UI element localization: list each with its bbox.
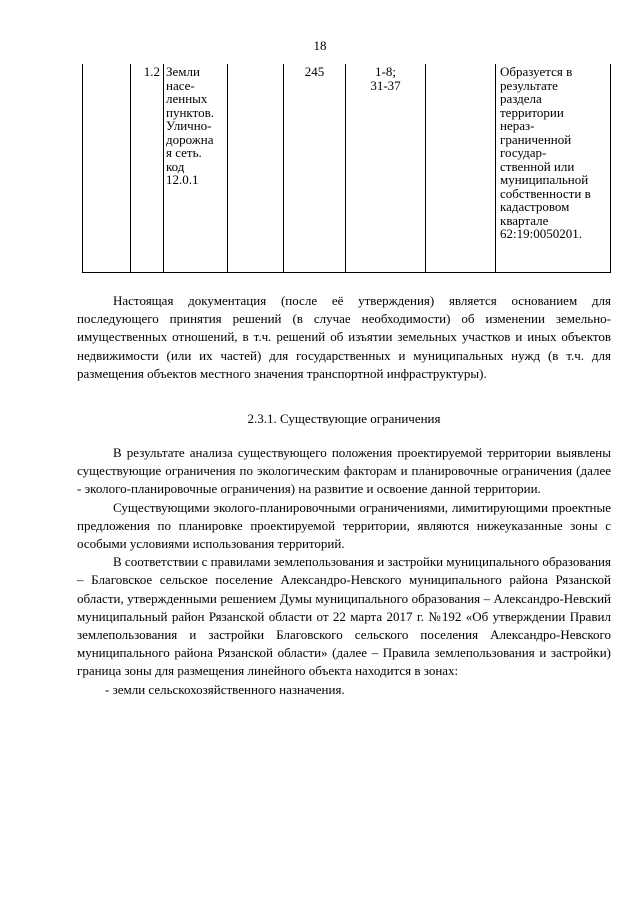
table-cell-empty — [426, 64, 496, 273]
table-cell-area: 245 — [284, 64, 346, 273]
table-cell-number: 1.2 — [131, 64, 164, 273]
table-row — [83, 64, 611, 273]
analysis-paragraph: В результате анализа существующего положения проектируемой территории выявлены существующие ограничения по экологическим факторам и планировочные ограничения (далее - эколого-планировочные ограничения) на развитие и освоение данной территории. — [77, 445, 611, 497]
restrictions-paragraph: Существующими эколого-планировочными ограничениями, лимитирующими проектные предложения по планировке проектируемой территории, являются нижеуказанные зоны с особыми условиями использования территорий. — [77, 499, 611, 552]
table-cell-empty — [83, 64, 131, 273]
table-cell-description: Образуется в результате раздела территории нераз- граниченной государ- ственной или муниципальной собственности в кадастровом квартале 62:19:0050201. — [496, 64, 611, 273]
section-heading: 2.3.1. Существующие ограничения — [247, 411, 441, 426]
page-number: 18 — [313, 38, 327, 53]
documentation-paragraph: Настоящая документация (после её утверждения) является основанием для последующего принятия решений (в случае необходимости) об изменении земельно-имущественных отношений, в т.ч. решений об изъятии земельных участков и иных объектов недвижимости (или их частей) для государственных и муниципальных нужд (в т.ч. для размещения объектов местного значения транспортной инфраструктуры). — [77, 293, 611, 381]
table-cell-empty — [228, 64, 284, 273]
table-cell-rows: 1-8; 31-37 — [346, 64, 426, 273]
rules-paragraph: В соответствии с правилами землепользования и застройки муниципального образования – Благовское сельское поселение Александро-Невского муниципального района Рязанской области, утвержденными решением Думы муниципального образования – Александро-Невский муниципальный район Рязанской области от 22 марта 2017 г. №192 «Об утверждении Правил землепользования и застройки Благовского сельского поселения Александро-Невского муниципального района Рязанской области» (далее – Правила землепользования и застройки) граница зоны для размещения линейного объекта находится в зонах: — [77, 554, 611, 679]
table-cell-category: Земли насе- ленных пунктов. Улично- дорожна я сеть. код 12.0.1 — [164, 64, 228, 273]
zone-list-item: - земли сельскохозяйственного назначения. — [105, 681, 345, 697]
land-plot-table — [82, 64, 611, 273]
section-heading-block — [77, 410, 611, 428]
restrictions-text-block — [77, 444, 611, 699]
documentation-paragraph-block — [77, 292, 611, 383]
